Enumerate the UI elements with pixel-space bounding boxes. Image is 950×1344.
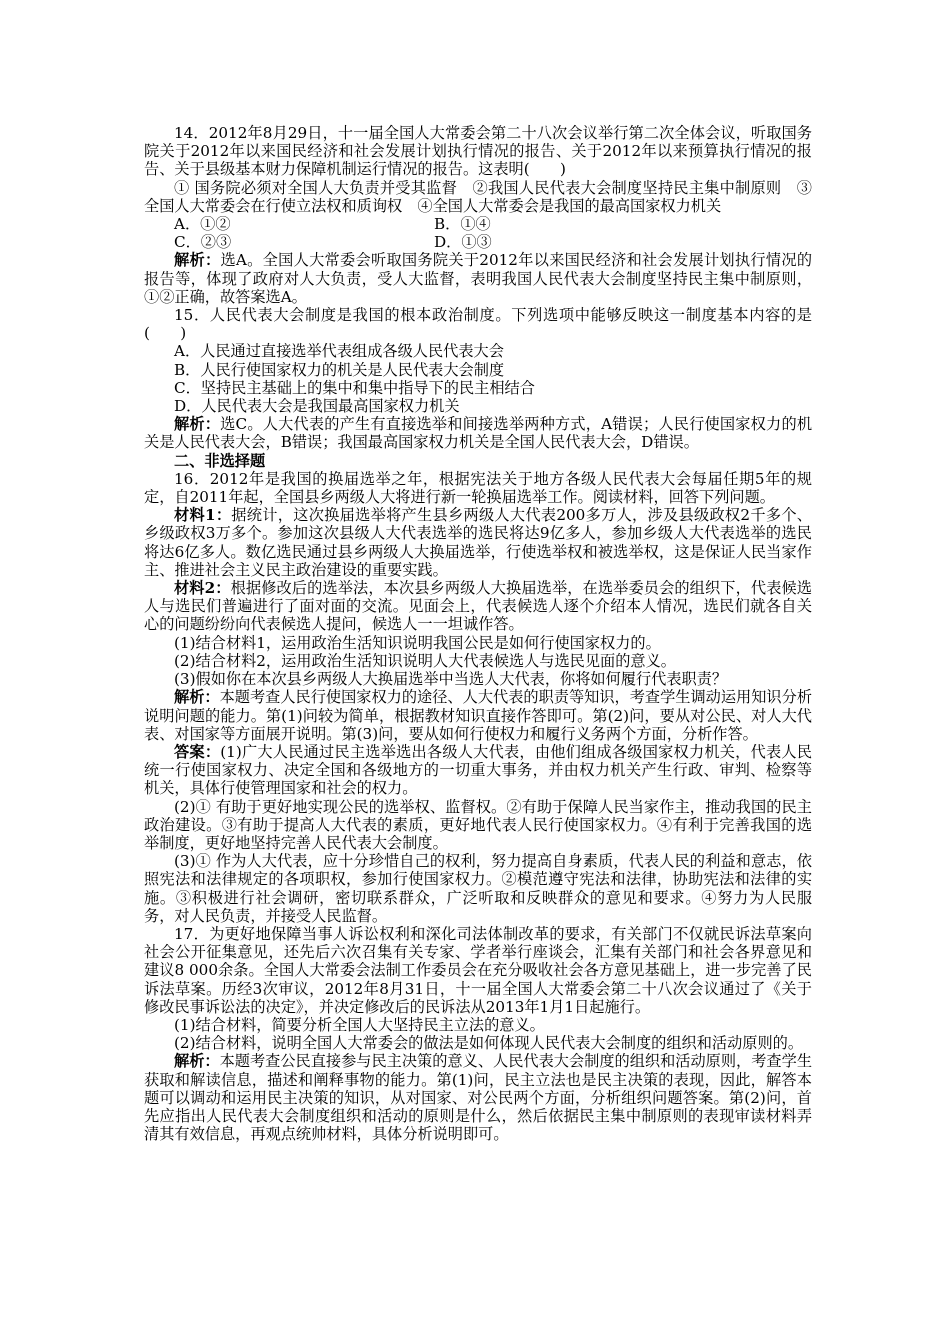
q16-answer-1-text: (1)广大人民通过民主选举选出各级人大代表，由他们组成各级国家权力机关，代表人民统一行使国家权力、决定全国和各级地方的一切重大事务，并由权力机关产生行政、审判、检察等机关，具体行使管理国家和社会的权力。 [144, 742, 813, 798]
q15-analysis-label: 解析： [174, 415, 221, 434]
q15-option-c: C．坚持民主基础上的集中和集中指导下的民主相结合 [174, 378, 535, 397]
q16-material-2-text: 根据修改后的选举法，本次县乡两级人大换届选举，在选举委员会的组织下，代表候选人与选民们普遍进行了面对面的交流。见面会上，代表候选人逐个介绍本人情况，选民们就各自关心的问题纷纷向代表候选人提问，候选人一一坦诚作答。 [144, 579, 812, 634]
q17-stem: 17．为更好地保障当事人诉讼权利和深化司法体制改革的要求，有关部门不仅就民诉法草案向社会公开征集意见，还先后六次召集有关专家、学者举行座谈会，汇集有关部门和社会各界意见和建议8 000余条。全国人大常委会法制工作委员会在充分吸收社会各方意见基础上，进一步完善了民诉法草案。历经3次审议，2012年8月31日，十一届全国人大常委会第二十八次会议通过了《关于修改民事诉讼法的决定》，并决定修改后的民诉法从2013年1月1日起施行。 [144, 924, 812, 1016]
q16-answer-label: 答案： [174, 742, 221, 761]
q16-material-2 [144, 579, 812, 634]
q14-option-b: B．①④ [434, 215, 491, 234]
q15-option-b: B．人民行使国家权力的机关是人民代表大会制度 [174, 360, 505, 379]
q16-answer-3: (3)① 作为人大代表，应十分珍惜自己的权利，努力提高自身素质，代表人民的利益和意志，依照宪法和法律规定的各项职权，参加行使国家权力。②模范遵守宪法和法律，协助宪法和法律的实施。③积极进行社会调研，密切联系群众，广泛听取和反映群众的意见和要求。④努力为人民服务，对人民负责，并接受人民监督。 [144, 852, 812, 925]
q14-option-a: A．①② [174, 215, 231, 234]
q16-analysis-text: 本题考查人民行使国家权力的途径、人大代表的职责等知识，考查学生调动运用知识分析说明问题的能力。第(1)问较为简单，根据教材知识直接作答即可。第(2)问，要从对公民、对人大代表、对国家等方面展开说明。第(3)问，要从如何行使权力和履行义务两个方面，分析作答。 [144, 688, 813, 743]
q16-material-1-label: 材料1： [174, 506, 232, 525]
q17-analysis-label: 解析： [174, 1052, 220, 1071]
q15-stem: 15．人民代表大会制度是我国的根本政治制度。下列选项中能够反映这一制度基本内容的是( ) [144, 306, 812, 343]
q16-answer-2: (2)① 有助于更好地实现公民的选举权、监督权。②有助于保障人民当家作主，推动我国的民主政治建设。③有助于提高人大代表的素质，更好地代表人民行使国家权力。④有利于完善我国的选举制度，更好地坚持完善人民代表大会制度。 [144, 797, 812, 852]
q14-stem: 14．2012年8月29日，十一届全国人大常委会第二十八次会议举行第二次全体会议，听取国务院关于2012年以来国民经济和社会发展计划执行情况的报告、关于2012年以来预算执行情况的报告、关于县级基本财力保障机制运行情况的报告。这表明( ) [144, 124, 812, 179]
q16-material-2-label: 材料2： [174, 579, 231, 598]
q15-analysis [144, 415, 812, 451]
q14-option-d: D．①③ [434, 233, 492, 252]
q14-option-c: C．②③ [174, 233, 232, 252]
document-body [144, 124, 812, 1143]
q17-sub-1: (1)结合材料，简要分析全国人大坚持民主立法的意义。 [174, 1015, 545, 1034]
q15-option-d: D．人民代表大会是我国最高国家权力机关 [174, 397, 460, 416]
q14-items: ① 国务院必须对全国人大负责并受其监督 ②我国人民代表大会制度坚持民主集中制原则 ③全国人大常委会在行使立法权和质询权 ④全国人大常委会是我国的最高国家权力机关 [144, 178, 812, 215]
q16-sub-2: (2)结合材料2，运用政治生活知识说明人大代表候选人与选民见面的意义。 [174, 651, 676, 670]
q14-options-row1 [144, 215, 812, 233]
q16-stem: 16．2012年是我国的换届选举之年，根据宪法关于地方各级人民代表大会每届任期5年的规定，自2011年起，全国县乡两级人大将进行新一轮换届选举工作。阅读材料，回答下列问题。 [144, 469, 812, 507]
q16-sub-1: (1)结合材料1，运用政治生活知识说明我国公民是如何行使国家权力的。 [174, 633, 661, 652]
q16-sub-3: (3)假如你在本次县乡两级人大换届选举中当选人大代表，你将如何履行代表职责？ [174, 670, 728, 689]
q16-analysis-label: 解析： [174, 688, 220, 707]
q15-option-a: A．人民通过直接选举代表组成各级人民代表大会 [174, 342, 504, 361]
q14-analysis [144, 251, 812, 306]
q17-analysis [144, 1052, 812, 1143]
q14-analysis-label: 解析： [174, 251, 221, 270]
q17-analysis-text: 本题考查公民直接参与民主决策的意义、人民代表大会制度的组织和活动原则，考查学生获取和解读信息，描述和阐释事物的能力。第(1)问，民主立法也是民主决策的表现，因此，解答本题可以调动和运用民主决策的知识，从对国家、对公民两个方面，分析组织问题答案。第(2)问，首先应指出人民代表大会制度组织和活动的原则是什么，然后依据民主集中制原则的表现审读材料弄清其有效信息，再观点统帅材料，具体分析说明即可。 [144, 1052, 813, 1144]
q14-options-row2 [144, 233, 812, 251]
q17-sub-2: (2)结合材料，说明全国人大常委会的做法是如何体现人民代表大会制度的组织和活动原则的。 [174, 1034, 804, 1053]
q16-analysis [144, 688, 812, 743]
q16-material-1 [144, 506, 812, 579]
q16-material-1-text: 据统计，这次换届选举将产生县乡两级人大代表200多万人，涉及县级政权2千多个、乡级政权3万多个。参加这次县级人大代表选举的选民将达9亿多人，参加乡级人大代表选举的选民将达6亿多人。数亿选民通过县乡两级人大换届选举，行使选举权和被选举权，这是保证人民当家作主、推进社会主义民主政治建设的重要实践。 [144, 506, 812, 579]
section-heading: 二、非选择题 [174, 451, 266, 470]
q14-analysis-text: 选A。全国人大常委会听取国务院关于2012年以来国民经济和社会发展计划执行情况的报告等，体现了政府对人大负责，受人大监督，表明我国人民代表大会制度坚持民主集中制原则，①②正确，故答案选A。 [144, 251, 813, 306]
q16-answer-1 [144, 743, 812, 798]
q15-analysis-text: 选C。人大代表的产生有直接选举和间接选举两种方式，A错误；人民行使国家权力的机关是人民代表大会，B错误；我国最高国家权力机关是全国人民代表大会，D错误。 [144, 415, 813, 452]
